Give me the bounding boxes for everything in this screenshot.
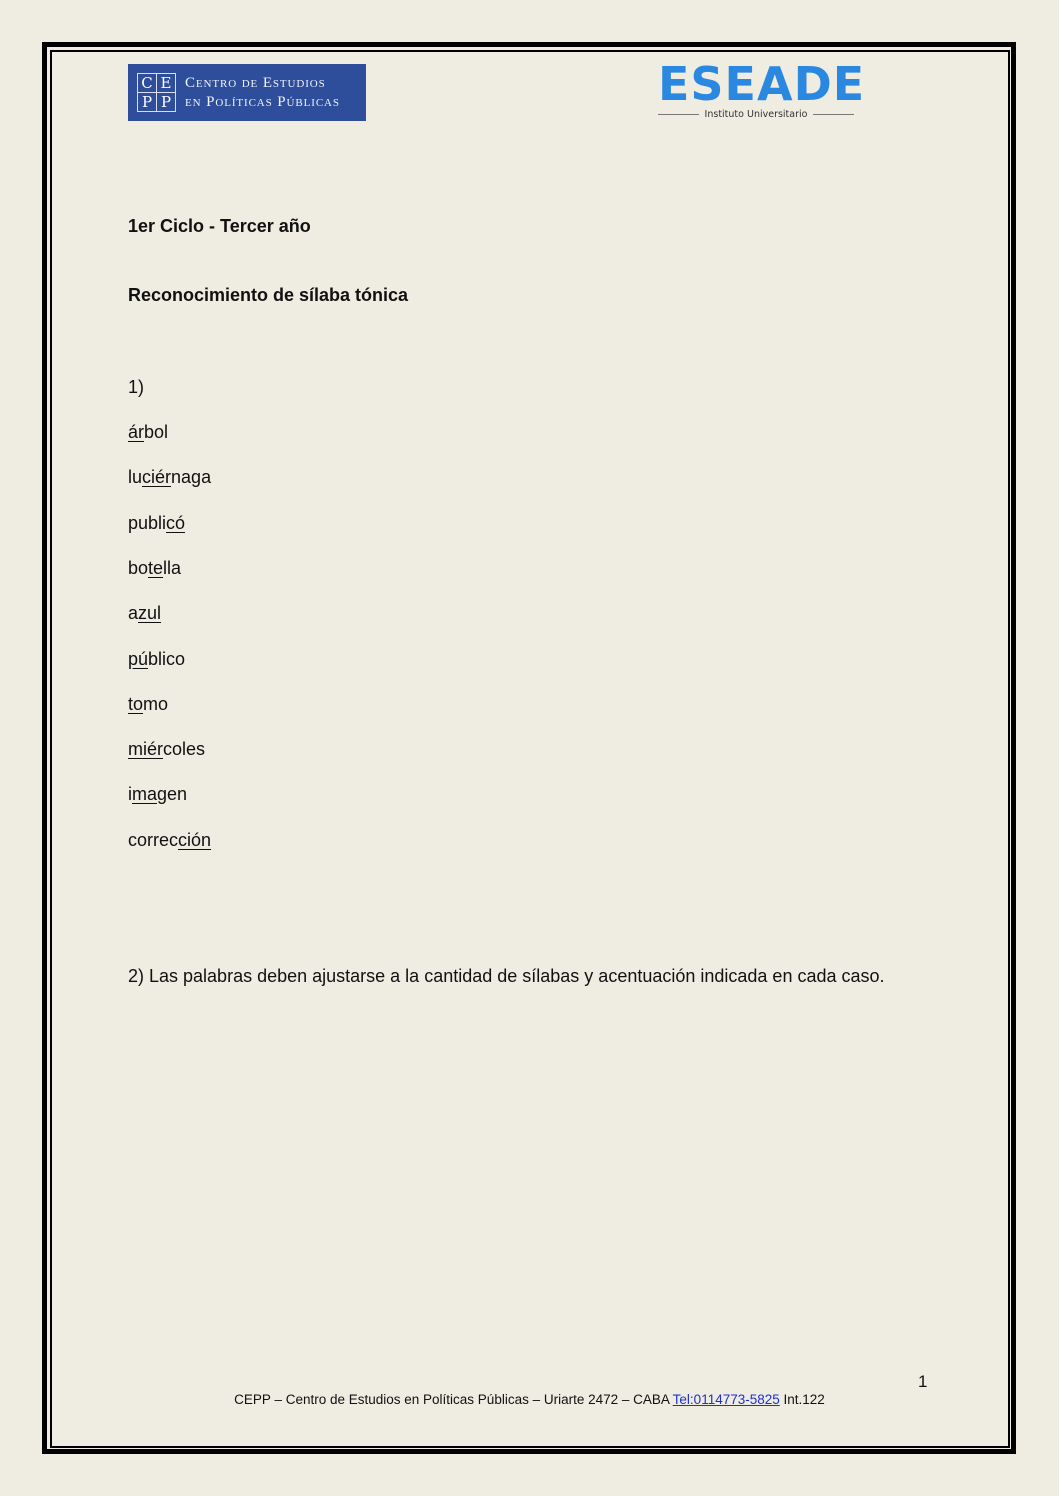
cepp-logo-name [185,74,340,112]
word-prefix: correc [128,829,179,850]
word-item [128,602,161,624]
word-prefix: a [128,603,139,624]
section1-label: 1) [128,377,145,397]
stressed-syllable: to [128,693,144,714]
cepp-monogram-letter: P [157,93,176,112]
word-prefix: lu [128,467,143,488]
eseade-logo [658,57,866,122]
footer-text-after: Int.122 [779,1392,825,1407]
word-item [128,466,211,488]
stressed-syllable: pú [128,648,149,669]
cepp-monogram-letter: E [157,74,176,93]
eseade-logo-subtitle-row [658,109,854,120]
cepp-monogram-letter: C [138,74,157,93]
word-item [128,738,205,760]
cepp-monogram-letter: P [138,93,157,112]
footer [0,1392,1059,1407]
stressed-syllable: ma [132,784,158,805]
cepp-logo-line2: en Políticas Públicas [185,93,340,110]
document-title: Reconocimiento de sílaba tónica [128,285,409,305]
word-item [128,512,185,534]
eseade-logo-rule-right [813,114,854,115]
word-prefix: bo [128,557,149,578]
eseade-logo-subtitle: Instituto Universitario [704,109,808,120]
word-suffix: mo [143,693,169,714]
cepp-logo [128,64,366,121]
word-item [128,421,168,443]
eseade-logo-word: ESEADE [658,57,866,111]
word-suffix: naga [171,467,212,488]
word-item [128,783,187,805]
document-subtitle: 1er Ciclo - Tercer año [128,216,311,236]
section2-text: 2) Las palabras deben ajustarse a la cantidad de sílabas y acentuación indicada en cada caso. [128,966,885,986]
stressed-syllable: có [166,512,186,533]
footer-phone-link[interactable]: Tel:0114773-5825 [672,1392,780,1407]
word-suffix: lla [163,557,182,578]
word-item [128,557,181,579]
cepp-logo-line1: Centro de Estudios [185,74,326,91]
word-suffix: blico [148,648,186,669]
word-suffix: gen [157,784,188,805]
cepp-monogram [137,73,176,112]
word-item [128,648,185,670]
stressed-syllable: ár [128,422,145,442]
word-prefix: publi [128,512,167,533]
word-item [128,829,211,851]
word-suffix: coles [163,739,206,760]
word-prefix: i [128,784,132,805]
stressed-syllable: te [148,557,164,578]
stressed-syllable: zul [138,603,162,624]
word-item [128,693,168,715]
stressed-syllable: ciér [142,467,172,488]
stressed-syllable: ción [178,829,212,850]
stressed-syllable: miér [128,739,163,760]
page-number: 1 [918,1372,928,1391]
eseade-logo-rule-left [658,114,699,115]
word-suffix: bol [144,422,169,442]
footer-text-before: CEPP – Centro de Estudios en Políticas Públicas – Uriarte 2472 – CABA [234,1392,673,1407]
